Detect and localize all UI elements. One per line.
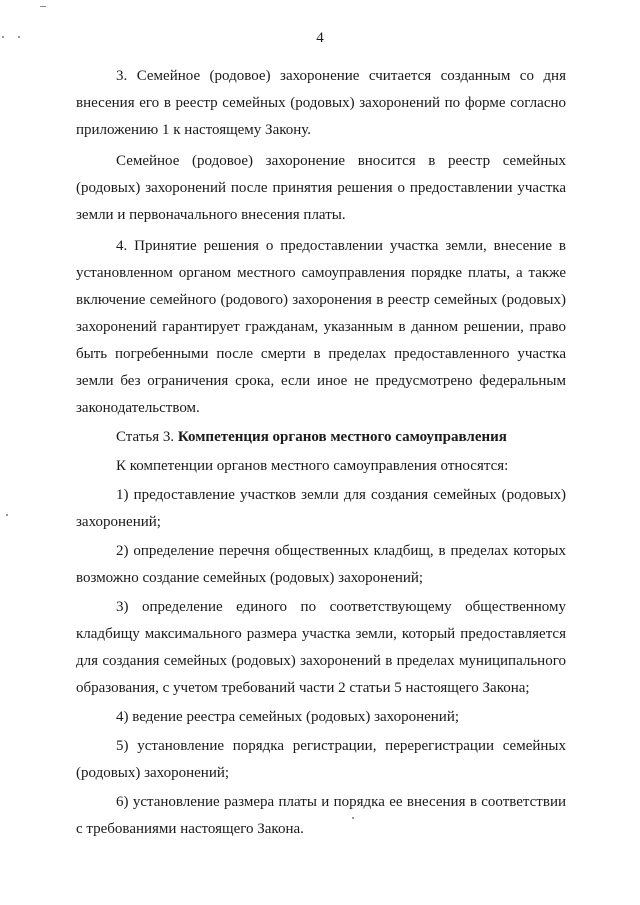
article-title: Компетенция органов местного самоуправления — [177, 429, 507, 445]
list-item: 1) предоставление участков земли для создания семейных (родовых) захоронений; — [76, 487, 566, 530]
list-item: 5) установление порядка регистрации, перерегистрации семейных (родовых) захоронений; — [76, 738, 566, 781]
article-heading — [76, 424, 566, 451]
list-item: 6) установление размера платы и порядка ее внесения в соответствии с требованиями настоящего Закона. — [76, 794, 566, 837]
paragraph: 4. Принятие решения о предоставлении участка земли, внесение в установленном органом местного самоуправления порядке платы, а также включение семейного (родового) захоронения в реестр семейных (родовых) захоронений гарантирует гражданам, указанным в данном решении, право быть погребенными после смерти в пределах предоставленного участка земли без ограничения срока, если иное не предусмотрено федеральным законодательством. — [76, 238, 566, 416]
list-item: 3) определение единого по соответствующему общественному кладбищу максимального размера участка земли, который предоставляется для создания семейных (родовых) захоронений в пределах муниципального образования, с учетом требований части 2 статьи 5 настоящего Закона; — [76, 599, 566, 696]
scan-artifact — [40, 6, 46, 7]
paragraph: Семейное (родовое) захоронение вносится в реестр семейных (родовых) захоронений после принятия решения о предоставлении участка земли и первоначального внесения платы. — [76, 153, 566, 223]
paragraph: 3. Семейное (родовое) захоронение считается созданным со дня внесения его в реестр семейных (родовых) захоронений по форме согласно приложению 1 к настоящему Закону. — [76, 68, 566, 138]
scan-artifact — [6, 514, 8, 516]
article-label: Статья 3. — [116, 429, 175, 445]
document-body — [76, 63, 566, 845]
article-intro: К компетенции органов местного самоуправления относятся: — [116, 458, 509, 474]
list-item: 2) определение перечня общественных кладбищ, в пределах которых возможно создание семейных (родовых) захоронений; — [76, 543, 566, 586]
list-item: 4) ведение реестра семейных (родовых) захоронений; — [116, 709, 460, 725]
page-number: 4 — [316, 30, 324, 46]
